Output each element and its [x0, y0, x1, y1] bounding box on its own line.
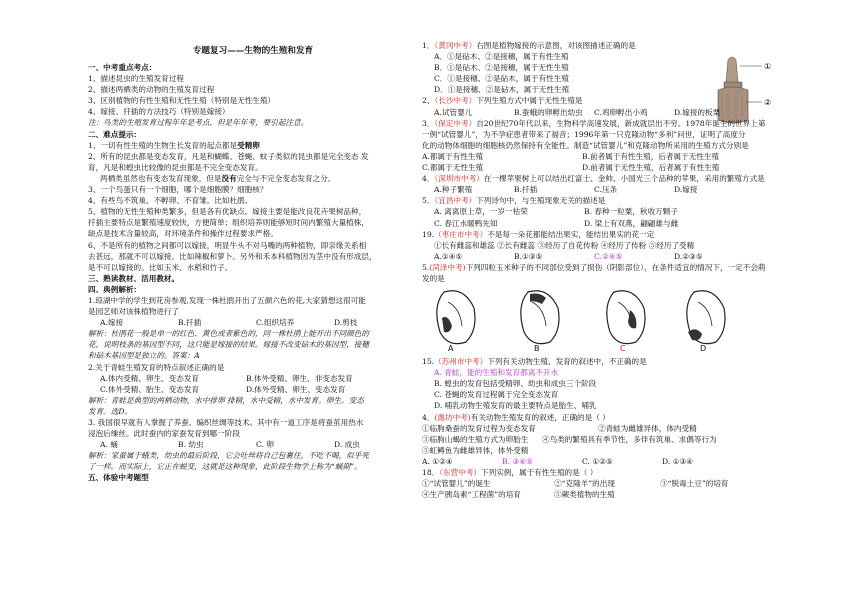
option: C.都属于无性生殖	[422, 163, 484, 173]
corn-seeds-figure	[422, 284, 782, 356]
q3-options	[88, 439, 418, 450]
corn-label-a: A	[448, 344, 454, 354]
corn-label-b: B	[534, 344, 540, 354]
option: A.体内受精、卵生、变态发育	[100, 373, 200, 383]
option: B. 春种一粒粟，秋收万颗子	[584, 207, 678, 217]
option: C.压条	[594, 185, 618, 195]
option: D. 梁上有双燕，翩翩雄与雌	[584, 218, 679, 228]
r-q18-opts-2: ④生产胰岛素“工程菌”的培育 ⑤蕨类植物的生殖	[422, 490, 615, 500]
option: D.前者属于无性生殖，后者属于有性生殖	[582, 163, 720, 173]
q3-analysis	[88, 450, 418, 483]
option: B.扦插	[514, 185, 538, 195]
corn-seed-a-icon	[437, 291, 475, 344]
text-line: 缺点是技术含量较高，对环境条件和操作过程要求严格。	[88, 229, 278, 239]
r-q4b-stem: 4．(潍坊中考)有关动物生殖发育的叙述，正确的是（ ）	[422, 412, 610, 422]
text-line: 1、一切有性生殖的生物生长发育的起点都是受精卵	[88, 140, 260, 150]
option: B. ③④⑤	[502, 456, 533, 466]
r-q4b-opt-3-4: ③临朐山蝎的生殖方式为卵胎生 ④鸟类的繁殖具有季节性，多伴有筑巢、求偶等行为	[422, 434, 717, 444]
text-line: 注：鸟类的生殖发育过程年年是考点，但是年年考，要引起注意。	[88, 118, 309, 128]
r-q19-options	[422, 251, 782, 262]
corn-seed-c-icon	[607, 291, 645, 344]
option: C. 卵	[256, 440, 274, 450]
option: D. 哺乳动物生殖发育的最主要特点是胎生、哺乳	[434, 401, 597, 411]
text-line: 2、描述两栖类的动物的生殖发育过程	[88, 85, 215, 95]
option-row	[422, 206, 782, 217]
text-line: 花，说明枝条的基因型不同，这只能是嫁接的结果。嫁接不改变砧木的基因型，接穗	[88, 340, 369, 350]
text-line: 二、难点提示：	[88, 129, 142, 139]
r-q1-stem: 1．（黄冈中考）右图是植物嫁接的示意图，对该图描述正确的是	[422, 41, 636, 50]
left-column	[88, 40, 418, 484]
option: B.①③⑤	[514, 251, 543, 261]
r-q3-line: 化的动物体细胞的细胞核仍然保持有全能性。制造“试管婴儿”和克隆动物所采用的生殖方式分别是	[422, 140, 749, 150]
option-row: B．①是砧木、②是接穗，属于无性生殖	[434, 63, 569, 73]
option-row	[88, 373, 418, 384]
q1-analysis	[88, 328, 418, 372]
r-q2-options	[422, 107, 782, 118]
text-line: 解析：杜鹃花一般是单一的红色、黄色或者紫色的，同一株杜鹃上能开出不同颜色的	[88, 329, 369, 339]
option: A. 蛹	[100, 440, 118, 450]
option: D.②③⑤	[674, 251, 703, 261]
text-line: 两栖类虽然也有变态发育现象，但是没有完全与不完全变态发育之分。	[100, 173, 336, 183]
text-line: 四、典例解析：	[88, 284, 142, 294]
option: A. 青蛙，能的生殖和发育都离不开水	[434, 368, 559, 378]
corn-seed-b-icon	[521, 291, 559, 344]
r-q4-options	[422, 184, 782, 195]
r-q3-line: 3．（保定中考）自20世纪70年代以来，生物科学高速发展，新成就层出不穷。1978年诞生的世界上第	[422, 118, 766, 128]
text-line: 去甚远，那就不可以嫁接。比如辣椒和萝卜。另外和禾本科植物因为茎中没有形成层，	[88, 251, 377, 261]
option: B.体外受精、卵生、非变态发育	[246, 373, 353, 383]
figure-label-1: ①	[764, 62, 772, 71]
option-row: D．①是接穗、②是砧木，属于无性生殖	[434, 85, 570, 95]
text-line: 6、不是所有的植物之间都可以嫁接，明显牛头不对马嘴的两种植物，即亲缘关系相	[88, 240, 367, 250]
figure-label-2: ②	[764, 98, 772, 107]
text-line: 1.琼湖中学的学生到花房参观,发现一株杜鹃开出了五颜六色的花,大家猜想这很可能	[88, 295, 366, 305]
text-line: 解析：青蛙是典型的两栖动物，水中排卵 排精，水中受精，水中发育。卵生。变态	[88, 395, 364, 405]
option: D. 成虫	[334, 440, 360, 450]
option: B.扦插	[178, 318, 202, 328]
option-row: C．①是接穗、②是砧木，属于有性生殖	[434, 74, 569, 84]
corn-seed-d-icon	[687, 291, 725, 344]
q2-options	[88, 373, 418, 395]
text-line: 三、熟读教材、活用教材。	[88, 273, 180, 283]
q2-analysis	[88, 395, 418, 439]
option: B. 蝗虫的发育包括受精卵、幼虫和成虫三个阶段	[434, 379, 597, 389]
r-q3	[422, 118, 782, 173]
text-line: 扦插主要特点是繁殖速度较快，方便简单；组织培养则能够短时间内繁殖大量植株，	[88, 218, 369, 228]
r-q3-line: 一例“试管婴儿”，为不孕症患者带来了福音；1996年第一只克隆动物“多利”问世，证明了高度分	[422, 129, 746, 139]
text-line: 4、有些鸟不筑巢、不孵卵、不育雏。比如杜鹃。	[88, 196, 253, 206]
r-q5-options	[422, 206, 782, 228]
option: B.前者属于有性生殖，后者属于无性生殖	[582, 151, 720, 161]
text-line: 解析：家蚕属于蛾类，幼虫的最后阶段，它会吐丝将自己包裹住，不吃不喝，似乎死	[88, 451, 369, 461]
text-line: 了一样。而实际上，它正在蜕变，这就是这种现象，此阶段生物学上称为“蛹期”。	[88, 462, 362, 472]
text-line: 3. 我国很早就有人掌握了养蚕、编织丝绸等技术。其中有一道工序是将蚕茧用热水	[88, 418, 364, 427]
text-line: 育，凡是和蝗虫比较像的昆虫都是不完全变态发育。	[88, 162, 263, 172]
option: C. 春江水暖鸭先知	[434, 218, 498, 228]
q1-options	[88, 317, 418, 328]
r-q4b-options	[422, 456, 782, 467]
text-line: 3、区别植物的有性生殖和无性生殖（特别是无性生殖）	[88, 96, 276, 106]
option: A.嫁接	[100, 318, 124, 328]
r-q1-options	[422, 51, 782, 95]
r-q4-stem: 4．（深圳市中考）在一棵苹果树上可以结出红富士、金帅、小国光三个品种的苹果，采用的繁殖方式是	[422, 174, 765, 184]
r-q18-stem: 18．（东营中考）下列实例，属于有性生殖的是（ ）	[422, 468, 598, 477]
option: D.嫁接的板栗	[674, 107, 721, 117]
text-line: 发育。选D。	[88, 406, 133, 416]
corn-seeds-svg	[422, 284, 782, 356]
option: D.体外受精、卵生、变态发育	[246, 384, 346, 394]
text-line: 2、所有的昆虫都是变态发育，凡是和蝴蝶、苍蝇、蚊子类似的昆虫都是完全变态 发	[88, 151, 369, 161]
right-column	[422, 40, 782, 500]
option: C.鸡卵孵出小鸡	[594, 107, 648, 117]
option: B. 幼虫	[178, 440, 204, 450]
r-q4b-opt-5: ⑤虹鳟鱼为雌雄异体，体外受精	[422, 445, 529, 455]
option: A. ①②④	[422, 456, 453, 466]
option: C.体外受精、胎生、变态发育	[100, 384, 200, 394]
text-line: 4、嫁接、扦插的方法技巧（特别是嫁接）	[88, 107, 230, 117]
option: D.嫁接	[674, 185, 698, 195]
r-q4b-opt-1-2: ①临朐桑蚕的发育过程为变态发育 ②青蛙为雌雄异体，体内受精	[422, 423, 697, 433]
r-q5b-line2: 发的是	[422, 273, 445, 283]
corn-label-d: D	[700, 344, 707, 354]
corn-label-c: C	[620, 344, 626, 354]
option: C.②④⑤	[594, 251, 623, 261]
text-line: 和砧木基因型是独立的。答案：A	[88, 351, 200, 361]
option: D. ①③④	[662, 456, 694, 466]
r-q19-sub: ①长有雌蕊和雄蕊 ②长有雌蕊 ③经历了自花传粉 ④经历了传粉 ⑤经历了受精	[434, 240, 695, 250]
r-q15-stem: 15.（苏州市中考）下列有关动物生殖、发育的叙述中，不正确的是	[422, 357, 647, 367]
text-line: 浸泡后缫丝。此时蚕内的家蚕发育到哪一阶段	[88, 429, 240, 439]
option-row	[88, 384, 418, 395]
r-q18-opts-1: ①“试管婴儿”的诞生 ②“克隆羊”的出现 ③“脱毒土豆”的培育	[422, 479, 729, 489]
key-points-section	[88, 62, 418, 317]
r-q5b-line1: 5.(菏泽中考)下列四粒玉米种子的不同部位受到了损伤（阴影部位），在条件适宜的情况下，一定不会萌	[422, 262, 766, 272]
r-q19-stem: 19.（枣庄市中考）不是每一朵花都能结出果实，能结出果实的花一定	[422, 229, 655, 239]
text-line: 1、描述昆虫的生殖发育过程	[88, 74, 184, 84]
option: D.剪枝	[334, 318, 358, 328]
text-line: 2.关于青蛙生殖发育的特点叙述正确的是	[88, 362, 225, 372]
r-q15-options	[422, 367, 782, 411]
option: A.都属于有性生殖	[422, 151, 484, 161]
option-row	[422, 151, 782, 162]
option: C.组织培养	[256, 318, 295, 328]
page-title: 专题复习——生物的生殖和发育	[192, 46, 314, 56]
text-line: 五、体验中考题型	[88, 473, 149, 483]
option: B.蚕蛾的卵孵出幼虫	[514, 107, 583, 117]
text-line: 是不可以嫁接的。比如玉米、水稻和竹子。	[88, 262, 233, 272]
r-q2-stem: 2、（长沙中考）下列生殖方式中属于无性生殖是	[422, 96, 583, 106]
option: A.种子繁殖	[434, 185, 473, 195]
r-q5-stem: 5．（宜昌中考）下列诗句中，与生殖现象无关的描述是	[422, 196, 606, 206]
option-row: A．①是砧木、②是接穗，属于有性生殖	[434, 52, 569, 62]
option: A.试管婴儿	[434, 107, 473, 117]
text-line: 一、中考重点考点：	[88, 63, 157, 72]
text-line: 3、一个鸟蛋只有一个细胞，哪个是细胞膜？细胞核？	[88, 185, 268, 195]
option: C. 苍蝇的发育过程属于完全变态发育	[434, 390, 559, 400]
option-row	[422, 162, 782, 173]
option-row	[422, 218, 782, 229]
option: C. ①②⑤	[582, 456, 613, 466]
option: A. 离离原上草，一岁一枯荣	[434, 207, 528, 217]
text-line: 5、植物的无性生殖种类繁多，但是各有优缺点。嫁接主要是能改良花卉果树品种，	[88, 207, 367, 217]
option: A.①④⑤	[434, 251, 463, 261]
text-line: 是园艺师对该株植物进行了	[88, 307, 180, 317]
